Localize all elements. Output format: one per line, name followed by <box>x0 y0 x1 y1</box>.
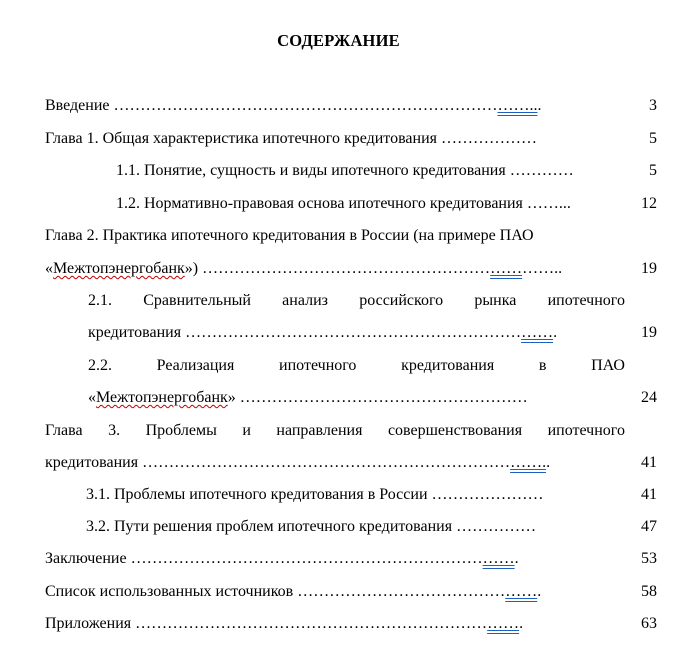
toc-word: анализ <box>282 292 328 309</box>
toc-entry-section-1-2[interactable] <box>116 194 571 214</box>
toc-entry-chapter-2-cont[interactable] <box>45 259 562 279</box>
toc-word: Реализация <box>156 357 235 374</box>
toc-entry-conclusion[interactable] <box>45 549 519 569</box>
toc-entry-text: кредитования ……………………………………………………… <box>88 324 522 341</box>
toc-entry-text: 1.2. Нормативно-правовая основа ипотечного кредитования ……... <box>116 195 571 212</box>
quote-open: « <box>45 260 53 277</box>
toc-entry-leader-tail: …… <box>487 615 520 632</box>
toc-entry-text: кредитования …………………………………………………………… <box>45 454 511 471</box>
toc-word: ПАО <box>591 357 625 374</box>
toc-page-number: 5 <box>649 130 657 147</box>
toc-page-number: 5 <box>649 162 657 179</box>
toc-entry-leader-end: . <box>514 550 519 567</box>
toc-word: ипотечного <box>547 292 625 309</box>
toc-page-number: 19 <box>641 260 657 277</box>
toc-word: рынка <box>474 292 517 309</box>
bank-name: Межтопэнергобанк <box>53 260 185 277</box>
toc-page-number: 19 <box>641 324 657 341</box>
toc-entry-chapter-2[interactable] <box>45 226 534 246</box>
toc-entry-leader-tail: …… <box>490 260 523 277</box>
toc-page-number: 47 <box>641 518 657 535</box>
toc-entry-section-3-2[interactable] <box>86 517 536 537</box>
toc-page-number: 58 <box>641 583 657 600</box>
toc-word: Сравнительный <box>143 292 251 309</box>
toc-entry-text: 3.1. Проблемы ипотечного кредитования в России ………………… <box>86 486 544 503</box>
toc-entry-leader-end: . <box>519 615 524 632</box>
toc-entry-text: Глава 1. Общая характеристика ипотечного кредитования ……………… <box>45 130 538 147</box>
toc-page-number: 41 <box>641 486 657 503</box>
toc-entry-section-2-2-cont[interactable] <box>88 388 528 408</box>
toc-page-number: 63 <box>641 615 657 632</box>
toc-word: 2.2. <box>88 357 112 374</box>
toc-word: и <box>242 422 251 439</box>
toc-entry-leader-end: . <box>537 583 542 600</box>
toc-entry-leader-tail: …… <box>521 324 554 341</box>
toc-word: ипотечного <box>547 422 625 439</box>
toc-page-number: 53 <box>641 550 657 567</box>
toc-entry-appendices[interactable] <box>45 614 523 634</box>
toc-entry-text: Глава 2. Практика ипотечного кредитования в России (на примере ПАО <box>45 227 534 244</box>
toc-entry-leader-end: . <box>553 324 558 341</box>
bank-name: Межтопэнергобанк <box>96 389 228 406</box>
toc-entry-leader-tail: …….. <box>497 97 538 114</box>
toc-entry-text: 3.2. Пути решения проблем ипотечного кредитования …………… <box>86 518 537 535</box>
page-title: СОДЕРЖАНИЕ <box>277 31 400 50</box>
toc-page-number: 41 <box>641 454 657 471</box>
quote-open: « <box>88 389 96 406</box>
toc-entry-leader-end: . <box>546 454 551 471</box>
toc-entry-introduction[interactable] <box>45 96 542 116</box>
toc-word: 2.1. <box>88 292 112 309</box>
toc-entry-text: Заключение ………………………………………………………… <box>45 550 483 567</box>
toc-entry-section-2-2[interactable] <box>88 356 625 376</box>
toc-entry-section-2-1[interactable] <box>88 291 625 311</box>
toc-entry-leader-tail: …… <box>505 583 538 600</box>
toc-word: Глава <box>45 422 83 439</box>
toc-entry-section-2-1-cont[interactable] <box>88 323 557 343</box>
toc-entry-chapter-3-cont[interactable] <box>45 453 550 473</box>
toc-word: в <box>538 357 547 374</box>
toc-entry-leader-end: . <box>537 97 542 114</box>
toc-entry-references[interactable] <box>45 582 541 602</box>
toc-page-number: 3 <box>649 97 657 114</box>
toc-entry-section-3-1[interactable] <box>86 485 544 505</box>
toc-entry-text: 1.1. Понятие, сущность и виды ипотечного кредитования ………… <box>116 162 574 179</box>
toc-entry-text: Список использованных источников ………………………………… <box>45 583 506 600</box>
toc-word: кредитования <box>401 357 495 374</box>
toc-word: 3. <box>108 422 121 439</box>
toc-entry-leader-tail: …… <box>482 550 515 567</box>
toc-word: совершенствования <box>387 422 523 439</box>
toc-entry-chapter-1[interactable] <box>45 129 537 149</box>
toc-word: Проблемы <box>145 422 217 439</box>
toc-entry-text: Приложения ………………………………………………………… <box>45 615 488 632</box>
toc-entry-leader: » ……………………………………………… <box>227 389 528 406</box>
toc-word: российского <box>359 292 444 309</box>
toc-word: направления <box>276 422 363 439</box>
toc-word: ипотечного <box>279 357 357 374</box>
toc-page-number: 12 <box>641 195 657 212</box>
toc-entry-leader-end: …….. <box>522 260 563 277</box>
toc-entry-chapter-3[interactable] <box>45 421 625 441</box>
toc-entry-leader-tail: ……. <box>510 454 547 471</box>
toc-page-number: 24 <box>641 389 657 406</box>
toc-entry-leader: ») ……………………………………………… <box>184 260 491 277</box>
toc-entry-section-1-1[interactable] <box>116 161 574 181</box>
toc-entry-text: Введение ……………………………………………………………… <box>45 97 498 114</box>
